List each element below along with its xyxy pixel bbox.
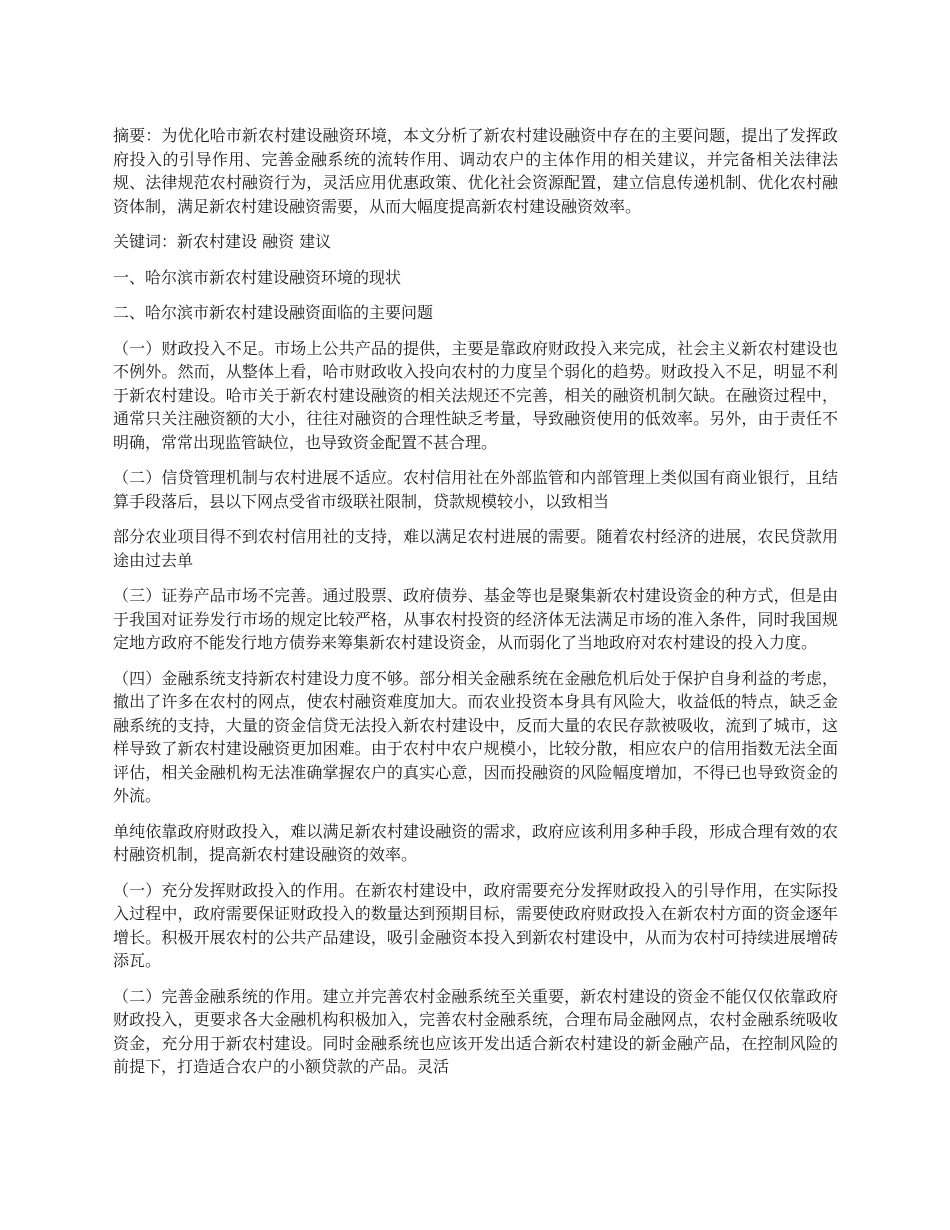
paragraph-fiscal-role: （一）充分发挥财政投入的作用。在新农村建设中，政府需要充分发挥财政投入的引导作用，在实际投入过程中，政府需要保证财政投入的数量达到预期目标，需要使政府财政投入在新农村方面的资金逐年增长。积极开展农村的公共产品建设，吸引金融资本投入到新农村建设中，从而为农村可持续进展增砖添瓦。 (113, 880, 838, 970)
keywords-line: 关键词：新农村建设 融资 建议 (113, 232, 332, 251)
paragraph-fiscal-input: （一）财政投入不足。市场上公共产品的提供，主要是靠政府财政投入来完成，社会主义新农村建设也不例外。然而，从整体上看，哈市财政收入投向农村的力度呈个弱化的趋势。财政投入不足，明显不利于新农村建设。哈市关于新农村建设融资的相关法规还不完善，相关的融资机制欠缺。在融资过程中，通常只关注融资额的大小，往往对融资的合理性缺乏考量，导致融资使用的低效率。另外，由于责任不明确，常常出现监管缺位，也导致资金配置不甚合理。 (113, 338, 838, 452)
paragraph-credit-management-continued: 部分农业项目得不到农村信用社的支持，难以满足农村进展的需要。随着农村经济的进展，农民贷款用途由过去单 (113, 527, 838, 570)
abstract-paragraph: 摘要：为优化哈市新农村建设融资环境，本文分析了新农村建设融资中存在的主要问题，提出了发挥政府投入的引导作用、完善金融系统的流转作用、调动农户的主体作用的相关建议，并完备相关法律法规、法律规范农村融资行为，灵活应用优惠政策、优化社会资源配置，建立信息传递机制、优化农村融资体制，满足新农村建设融资需要，从而大幅度提高新农村建设融资效率。 (113, 126, 838, 216)
paragraph-suggestions-intro: 单纯依靠政府财政投入，难以满足新农村建设融资的需求，政府应该利用多种手段，形成合理有效的农村融资机制，提高新农村建设融资的效率。 (113, 821, 838, 864)
section-heading-1: 一、哈尔滨市新农村建设融资环境的现状 (113, 267, 402, 287)
paragraph-credit-management: （二）信贷管理机制与农村进展不适应。农村信用社在外部监管和内部管理上类似国有商业银行，且结算手段落后，县以下网点受省市级联社限制，贷款规模较小，以致相当 (113, 468, 838, 511)
paragraph-financial-support: （四）金融系统支持新农村建设力度不够。部分相关金融系统在金融危机后处于保护自身利益的考虑，撤出了许多在农村的网点，使农村融资难度加大。而农业投资本身具有风险大，收益低的特点，缺乏金融系统的支持，大量的资金信贷无法投入新农村建设中，反而大量的农民存款被吸收，流到了城市，这样导致了新农村建设融资更加困难。由于农村中农户规模小，比较分散，相应农户的信用指数无法全面评估，相关金融机构无法准确掌握农户的真实心意，因而投融资的风险幅度增加，不得已也导致资金的外流。 (113, 668, 838, 805)
document-body (113, 124, 838, 1091)
paragraph-financial-system-role: （二）完善金融系统的作用。建立并完善农村金融系统至关重要，新农村建设的资金不能仅仅依靠政府财政投入，更要求各大金融机构积极加入，完善农村金融系统，合理布局金融网点，农村金融系统吸收资金，充分用于新农村建设。同时金融系统也应该开发出适合新农村建设的新金融产品，在控制风险的前提下，打造适合农户的小额贷款的产品。灵活 (113, 986, 838, 1076)
paragraph-securities-market: （三）证券产品市场不完善。通过股票、政府债券、基金等也是聚集新农村建设资金的种方式，但是由于我国对证券发行市场的规定比较严格，从事农村投资的经济体无法满足市场的准入条件，同时我国规定地方政府不能发行地方债券来筹集新农村建设资金，从而弱化了当地政府对农村建设的投入力度。 (113, 586, 838, 652)
section-heading-2: 二、哈尔滨市新农村建设融资面临的主要问题 (113, 303, 434, 322)
